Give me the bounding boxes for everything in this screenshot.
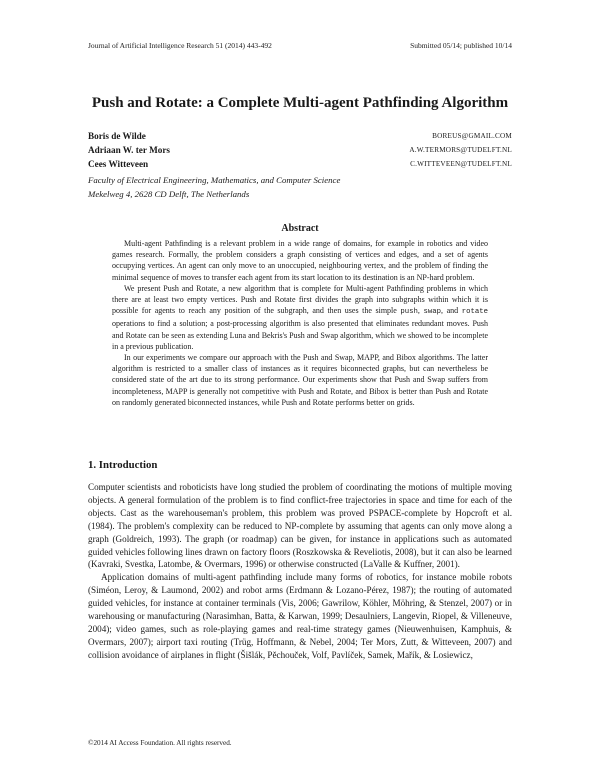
- paper-title: Push and Rotate: a Complete Multi-agent Pathfinding Algorithm: [91, 95, 509, 111]
- rotate-operation: rotate: [461, 308, 488, 317]
- body-paragraph: Computer scientists and roboticists have long studied the problem of coordinating the motions of multiple moving objects. A general formulation of the problem is to find conflict-free trajectories in space and time for each of the objects. Cast as the warehouseman's problem, this problem was proved PSPACE-complete by Hopcroft et al. (1984). The problem's complexity can be reduced to NP-complete by assuming that agents can only move along a graph (Goldreich, 1993). The graph (or roadmap) can be given, for instance in applications such as automated guided vehicles following lines drawn on factory floors (Roszkowska & Reveliotis, 2008), but it can also be learned (Kavraki, Svestka, Latombe, & Overmars, 1996) or otherwise constructed (LaValle & Kuffner, 2001).: [88, 482, 512, 570]
- separator-text: , and: [441, 306, 462, 316]
- swap-operation: swap: [423, 308, 442, 317]
- author-row: [88, 145, 512, 159]
- address-line: Mekelweg 4, 2628 CD Delft, The Netherlands: [88, 189, 250, 199]
- abstract-text: operations to find a solution; a post-processing algorithm is also presented that eliminates redundant moves. Push and Rotate can be seen as extending Luna and Bekris's Push and Swap algorithm, which we showed to be incomplete in a previous publication.: [112, 319, 488, 351]
- push-operation: push: [400, 308, 418, 317]
- introduction-body: [88, 481, 512, 662]
- author-name: Cees Witteveen: [88, 159, 149, 169]
- body-paragraph: Application domains of multi-agent pathfinding include many forms of robotics, for instance mobile robots (Siméon, Leroy, & Laumond, 2002) and robot arms (Erdmann & Lozano-Pérez, 1987); the routing of automated guided vehicles, for instance at container terminals (Vis, 2006; Gawrilow, Köhler, Möhring, & Stenzel, 2007) or in warehousing or manufacturing (Narasimhan, Batta, & Karwan, 1999; Desaulniers, Langevin, Riopel, & Villeneuve, 2004); video games, such as role-playing games and real-time strategy games (Nieuwenhuisen, Kamphuis, & Overmars, 2007); airport taxi routing (Trüg, Hoffmann, & Nebel, 2004; Ter Mors, Zutt, & Witteveen, 2007) and collision avoidance of airplanes in flight (Šišlák, Pěchouček, Volf, Pavlíček, Samek, Mařík, & Losiewicz,: [88, 572, 512, 660]
- affiliation-line: Faculty of Electrical Engineering, Mathematics, and Computer Science: [88, 175, 341, 185]
- separator-text: ,: [417, 306, 424, 316]
- author-row: [88, 159, 512, 173]
- copyright-footer: ©2014 AI Access Foundation. All rights reserved.: [88, 739, 232, 747]
- author-email[interactable]: C.WITTEVEEN@TUDELFT.NL: [410, 160, 512, 168]
- abstract-body: [112, 238, 488, 408]
- abstract-paragraph: Multi-agent Pathfinding is a relevant problem in a wide range of domains, for example in robotics and video games research. Formally, the problem considers a graph consisting of vertices and edges, and a set of agents occupying vertices. An agent can only move to an unoccupied, neighbouring vertex, and the problem of finding the minimal sequence of moves to transfer each agent from its start location to its destination is an NP-hard problem.: [112, 239, 488, 282]
- author-block: [88, 131, 512, 201]
- journal-citation: Journal of Artificial Intelligence Research 51 (2014) 443-492: [88, 41, 272, 50]
- running-header: [88, 41, 512, 53]
- submission-dates: Submitted 05/14; published 10/14: [410, 41, 512, 50]
- author-row: [88, 131, 512, 145]
- author-name: Boris de Wilde: [88, 131, 146, 141]
- section-heading: 1. Introduction: [88, 459, 158, 471]
- abstract-paragraph: In our experiments we compare our approach with the Push and Swap, MAPP, and Bibox algorithms. The latter algorithm is restricted to a smaller class of instances as it requires biconnected graphs, but can nevertheless be considered state of the art due to its strong performance. Our experiments show that Push and Swap suffers from incompleteness, MAPP is generally not competitive with Push and Rotate, and Bibox is better than Push and Rotate on randomly generated biconnected instances, while Push and Rotate performs better on grids.: [112, 353, 488, 407]
- author-name: Adriaan W. ter Mors: [88, 145, 171, 155]
- author-email[interactable]: A.W.TERMORS@TUDELFT.NL: [409, 146, 512, 154]
- abstract-paragraph: [112, 283, 488, 352]
- abstract-text: We present Push and Rotate, a new algorithm that is complete for Multi-agent Pathfinding problems in which there are at least two empty vertices. Push and Rotate first divides the graph into subgraphs within which it is possible for agents to reach any position of the subgraph, and then uses the simple: [112, 283, 488, 316]
- author-email[interactable]: BOREUS@GMAIL.COM: [432, 132, 512, 140]
- abstract-heading: Abstract: [281, 223, 319, 234]
